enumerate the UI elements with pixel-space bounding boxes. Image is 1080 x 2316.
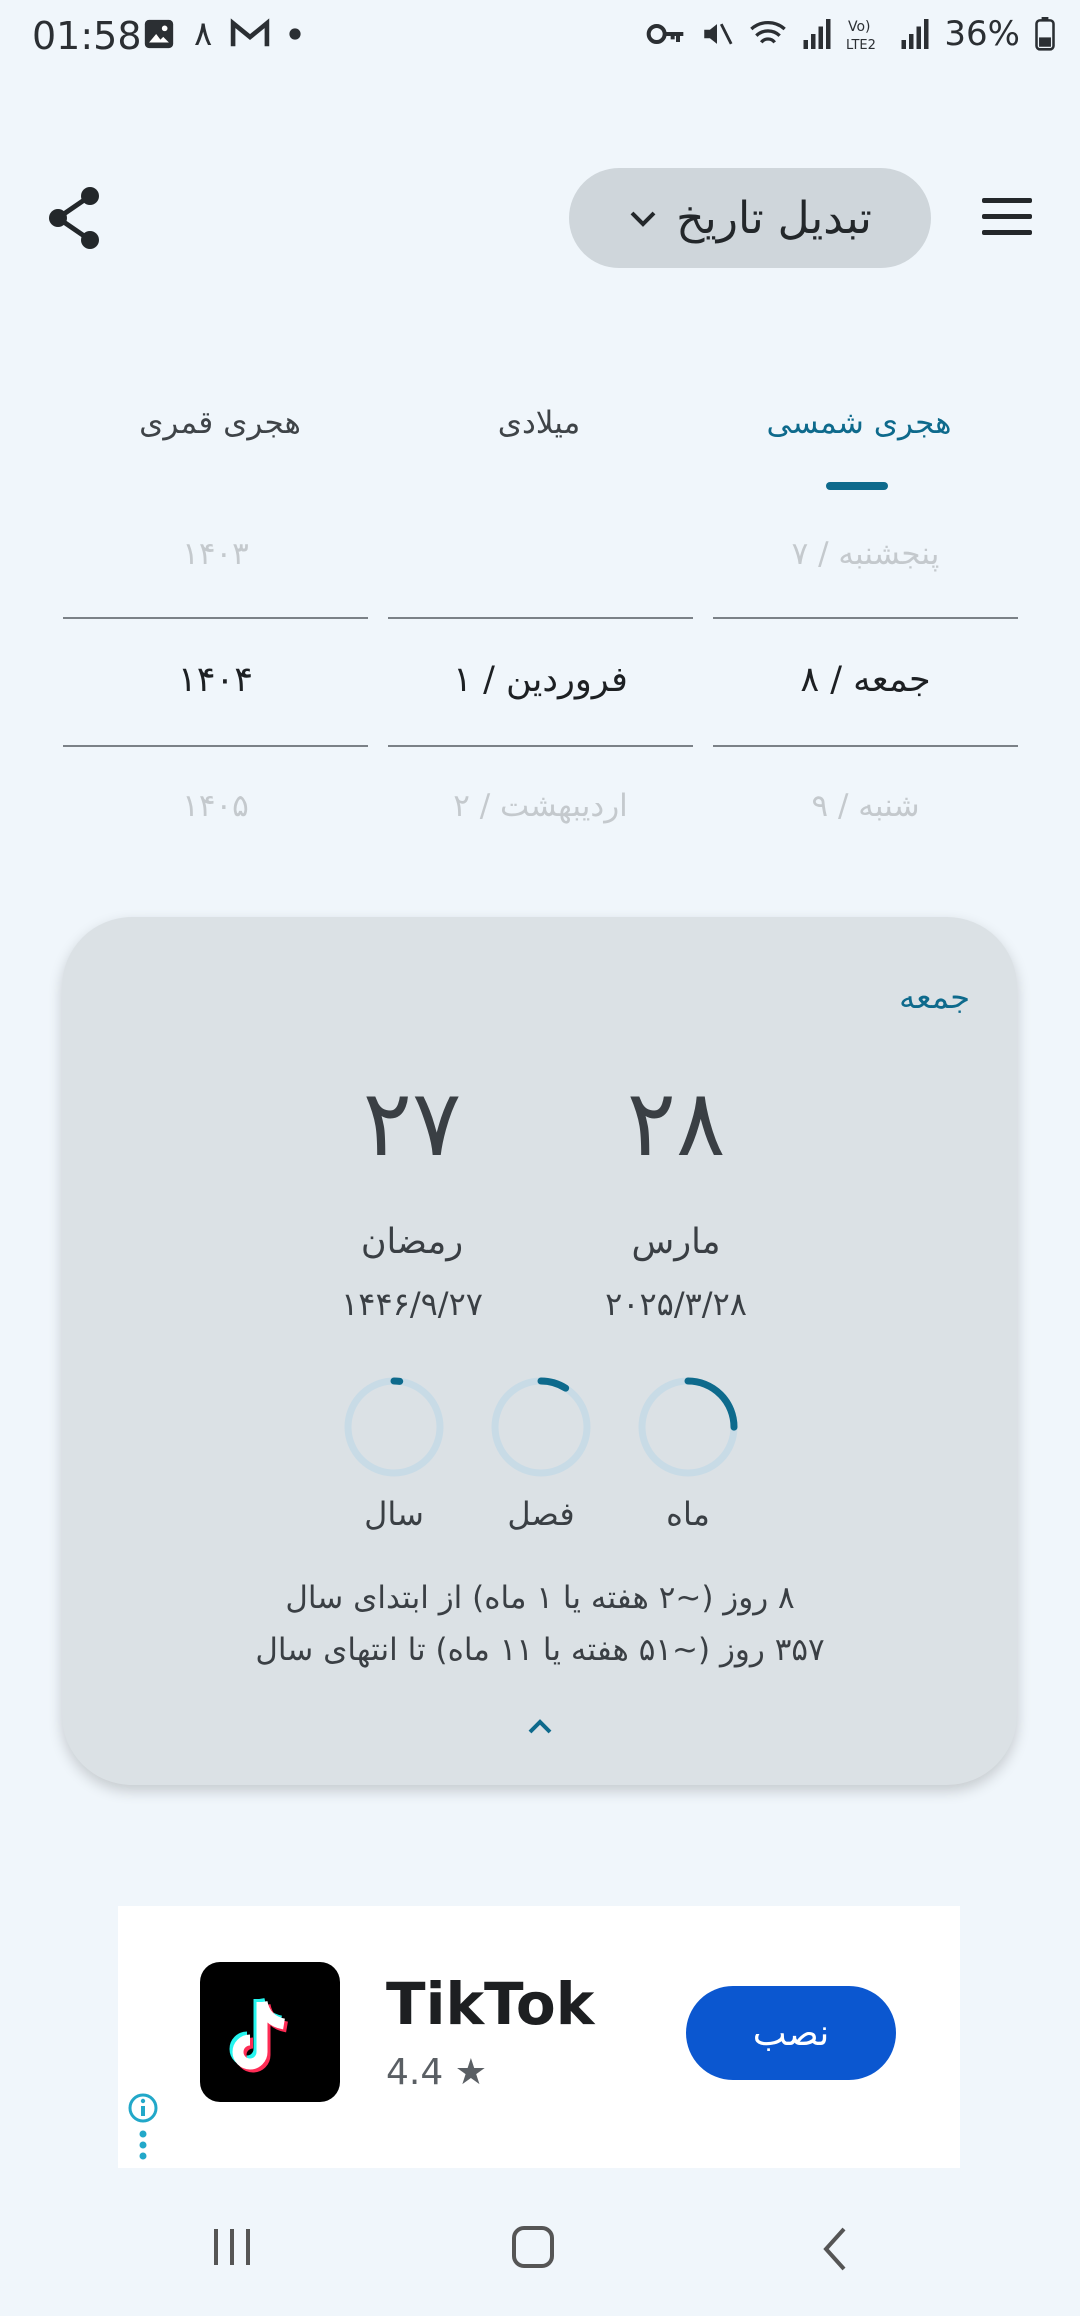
home-button[interactable] — [510, 2225, 558, 2273]
chevron-down-icon — [628, 198, 658, 238]
page-title: تبدیل تاریخ — [676, 192, 872, 244]
recents-button[interactable] — [208, 2225, 256, 2273]
menu-button[interactable] — [982, 198, 1032, 238]
picker-divider — [388, 745, 693, 747]
signal-icon — [900, 18, 930, 50]
days-until-end: ۳۵۷ روز (~۵۱ هفته یا ۱۱ ماه) تا انتهای سال — [255, 1632, 825, 1668]
day-next[interactable]: شنبه / ۹ — [811, 788, 920, 824]
day-prev[interactable]: پنجشنبه / ۷ — [791, 536, 940, 572]
recents-icon — [208, 2225, 256, 2269]
collapse-button[interactable] — [518, 1710, 562, 1740]
picker-divider — [713, 745, 1018, 747]
year-progress-ring — [339, 1372, 449, 1482]
gregorian-day: ۲۸ — [626, 1070, 726, 1177]
ad-info-icon[interactable] — [126, 2092, 160, 2164]
month-progress-label: ماه — [666, 1495, 710, 1533]
progress-track — [348, 1381, 440, 1473]
year-progress-label: سال — [364, 1495, 424, 1533]
picker-divider — [713, 617, 1018, 619]
status-bar — [0, 0, 1080, 80]
gregorian-date: ۲۰۲۵/۳/۲۸ — [605, 1285, 747, 1323]
year-prev[interactable]: ۱۴۰۳ — [182, 536, 249, 572]
gregorian-month: مارس — [631, 1222, 721, 1262]
hijri-month: رمضان — [360, 1222, 464, 1262]
status-left-icons — [142, 14, 302, 54]
month-next[interactable]: اردیبهشت / ۲ — [453, 788, 628, 824]
chevron-up-icon — [518, 1710, 562, 1740]
tab-hijri-shamsi[interactable]: هجری شمسی — [766, 405, 952, 441]
dot-icon — [288, 27, 302, 41]
wifi-icon — [748, 17, 788, 51]
progress-track — [495, 1381, 587, 1473]
back-icon — [816, 2225, 856, 2273]
install-button[interactable]: نصب — [686, 1986, 896, 2080]
svg-text:Vo): Vo) — [848, 19, 871, 35]
picker-divider — [63, 617, 368, 619]
year-next[interactable]: ۱۴۰۵ — [182, 788, 249, 824]
back-button[interactable] — [816, 2225, 856, 2277]
gallery-icon — [142, 17, 176, 51]
tab-gregorian[interactable]: میلادی — [497, 405, 581, 441]
battery-percent: 36% — [944, 14, 1020, 54]
gmail-icon — [230, 18, 270, 50]
season-progress-ring — [486, 1372, 596, 1482]
day-selected[interactable]: جمعه / ۸ — [800, 660, 931, 700]
tiktok-icon[interactable] — [200, 1962, 340, 2102]
svg-text:LTE2: LTE2 — [846, 38, 877, 52]
picker-divider — [63, 745, 368, 747]
home-icon — [510, 2225, 558, 2269]
hijri-date: ۱۴۴۶/۹/۲۷ — [341, 1285, 483, 1323]
ad-app-rating: 4.4 ★ — [386, 2052, 487, 2093]
status-time: 01:58 — [32, 14, 142, 58]
vpn-key-icon — [646, 19, 686, 49]
month-selected[interactable]: فروردین / ۱ — [453, 660, 628, 700]
share-button[interactable] — [46, 185, 102, 251]
year-selected[interactable]: ۱۴۰۴ — [177, 660, 254, 700]
menu-icon — [982, 198, 1032, 235]
season-progress-label: فصل — [507, 1495, 575, 1533]
weekday-label: جمعه — [899, 978, 970, 1016]
status-right-icons — [646, 14, 1056, 54]
signal-icon — [802, 18, 832, 50]
share-icon — [46, 185, 102, 251]
converter-mode-dropdown[interactable] — [569, 168, 931, 268]
hijri-day: ۲۷ — [362, 1070, 462, 1177]
picker-divider — [388, 617, 693, 619]
tab-hijri-qamari[interactable]: هجری قمری — [139, 405, 301, 441]
volte-icon — [846, 16, 886, 52]
month-progress-ring — [633, 1372, 743, 1482]
battery-icon — [1034, 17, 1056, 51]
days-since-start: ۸ روز (~۲ هفته یا ۱ ماه) از ابتدای سال — [285, 1580, 795, 1616]
active-tab-indicator — [826, 482, 888, 490]
ad-app-name[interactable]: TikTok — [386, 1970, 595, 2038]
notification-count: ۸ — [194, 14, 213, 54]
mute-icon — [700, 17, 734, 51]
